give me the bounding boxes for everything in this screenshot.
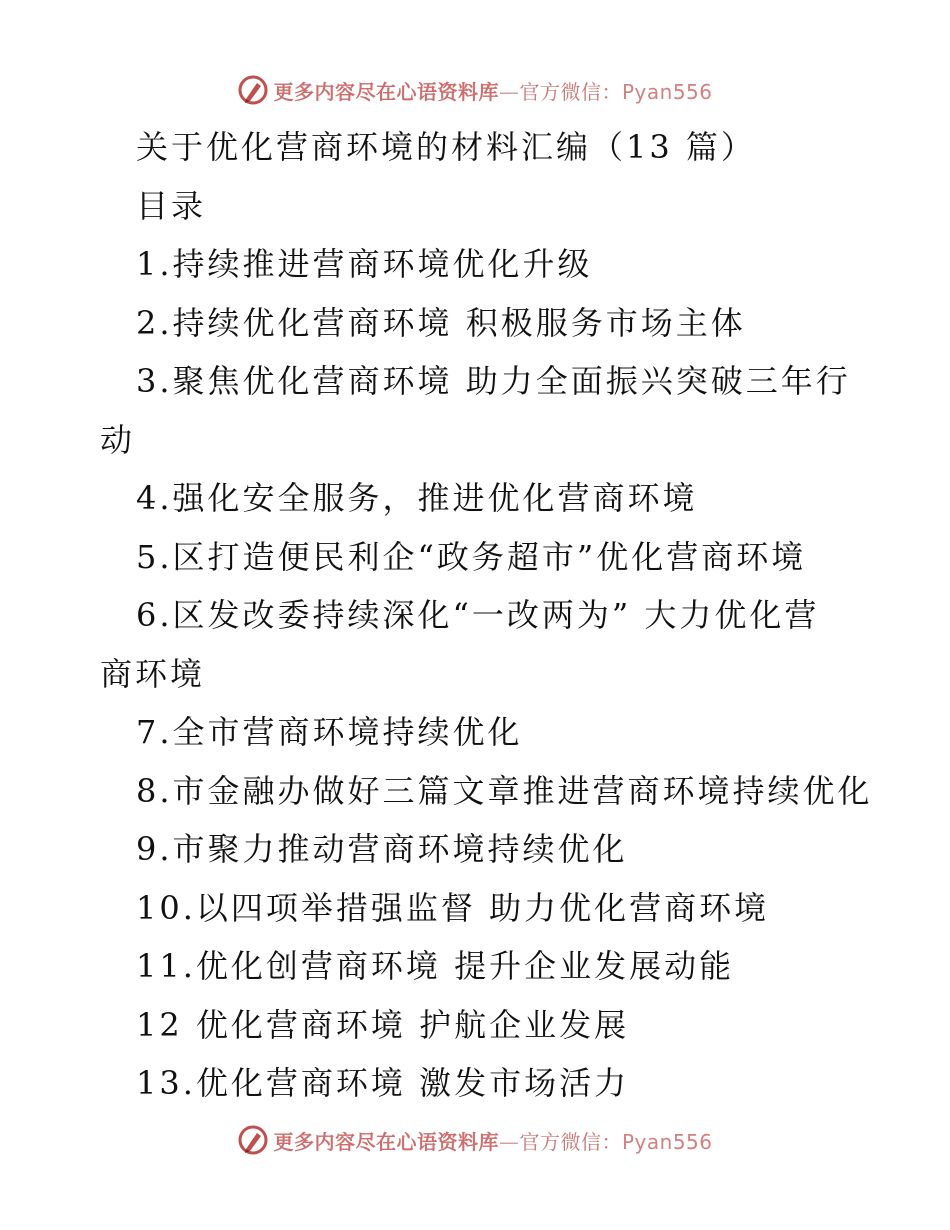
toc-item: 11.优化创营商环境 提升企业发展动能 — [136, 947, 735, 985]
banner-text — [273, 1126, 712, 1155]
pen-logo-icon — [237, 74, 269, 106]
toc-item: 7.全市营商环境持续优化 — [136, 713, 523, 751]
banner-text — [273, 76, 712, 105]
banner-wechat-label: 官方微信： — [519, 1129, 622, 1154]
document-body — [0, 118, 950, 1113]
toc-item: 1.持续推进营商环境优化升级 — [136, 245, 593, 283]
toc-item: 8.市金融办做好三篇文章推进营商环境持续优化 — [136, 771, 873, 810]
document-title: 关于优化营商环境的材料汇编（13 篇） — [136, 128, 756, 166]
header-banner — [0, 72, 950, 108]
toc-item: 2.持续优化营商环境 积极服务市场主体 — [136, 303, 746, 342]
toc-heading: 目录 — [136, 186, 207, 225]
banner-separator: — — [498, 1129, 520, 1154]
banner-wechat-id: Pyan556 — [621, 1129, 713, 1154]
pen-logo-icon — [237, 1124, 269, 1156]
banner-site-text: 更多内容尽在心语资料库 — [273, 79, 499, 104]
banner-wechat-label: 官方微信： — [519, 79, 622, 104]
toc-item: 12 优化营商环境 护航企业发展 — [136, 1005, 630, 1044]
toc-item-continuation: 商环境 — [100, 654, 206, 693]
toc-item: 4.强化安全服务，推进优化营商环境 — [136, 479, 698, 517]
footer-banner — [0, 1122, 950, 1158]
toc-item-continuation: 动 — [100, 420, 136, 459]
banner-wechat-id: Pyan556 — [621, 79, 713, 104]
toc-item: 6.区发改委持续深化“一改两为” 大力优化营 — [136, 596, 820, 634]
toc-item: 9.市聚力推动营商环境持续优化 — [136, 830, 628, 868]
toc-item: 3.聚焦优化营商环境 助力全面振兴突破三年行 — [136, 362, 851, 400]
toc-item: 5.区打造便民利企“政务超市”优化营商环境 — [136, 537, 807, 576]
banner-site-text: 更多内容尽在心语资料库 — [273, 1129, 499, 1154]
banner-separator: — — [498, 79, 520, 104]
toc-item: 10.以四项举措强监督 助力优化营商环境 — [136, 888, 770, 927]
toc-item: 13.优化营商环境 激发市场活力 — [136, 1064, 630, 1102]
